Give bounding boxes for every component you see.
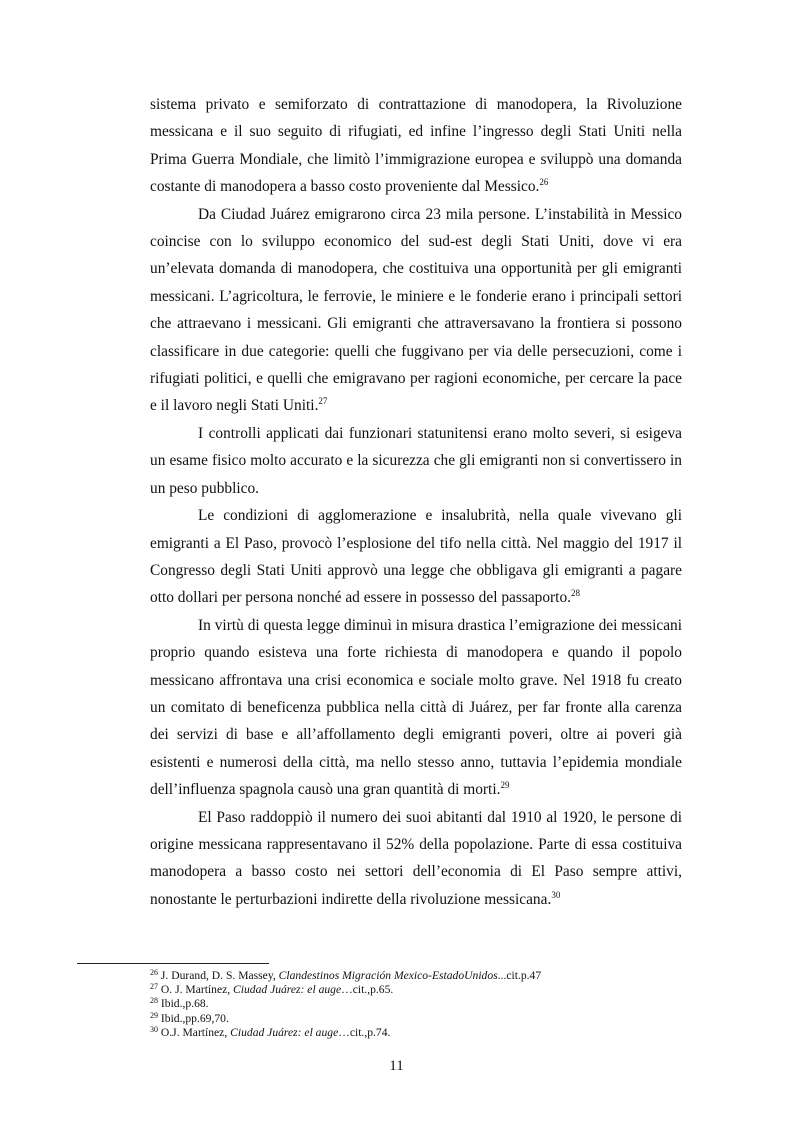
footnote-28: $^{28}$ Ibid.,p.68.: [150, 996, 209, 1011]
paragraph-3: I controlli applicati dai funzionari statunitensi erano molto severi, si esigeva un esame fisico molto accurato e la sicurezza che gli emigranti non si convertissero in un peso pubblico.: [150, 424, 682, 497]
footnote-ref-26[interactable]: 26: [539, 177, 549, 188]
footnote-ref-27[interactable]: 27: [318, 396, 328, 407]
paragraph-6: El Paso raddoppiò il numero dei suoi abitanti dal 1910 al 1920, le persone di origine messicana rappresentavano il 52% della popolazione. Parte di essa costituiva manodopera a basso costo nei settori dell’economia di El Paso sempre attivi, nonostante le perturbazioni indirette della rivoluzione messicana.$^{30}$: [150, 808, 682, 908]
body-text: [150, 91, 682, 913]
paragraph-1: sistema privato e semiforzato di contrattazione di manodopera, la Rivoluzione messicana e il suo seguito di rifugiati, ed infine l’ingresso degli Stati Uniti nella Prima Guerra Mondiale, che limitò l’immigrazione europea e sviluppò una domanda costante di manodopera a basso costo proveniente dal Messico.$^{26}$: [150, 96, 682, 196]
paragraph-4: Le condizioni di agglomerazione e insalubrità, nella quale vivevano gli emigranti a El Paso, provocò l’esplosione del tifo nella città. Nel maggio del 1917 il Congresso degli Stati Uniti approvò una legge che obbligava gli emigranti a pagare otto dollari per persona nonché ad essere in possesso del passaporto.$^{28}$: [150, 507, 682, 607]
footnotes: [150, 969, 690, 1040]
paragraph-5: In virtù di questa legge diminuì in misura drastica l’emigrazione dei messicani proprio quando esisteva una forte richiesta di manodopera e quando il popolo messicano affrontava una crisi economica e sociale molto grave. Nel 1918 fu creato un comitato di beneficenza pubblica nella città di Juárez, per far fronte alla carenza dei servizi di base e all’affollamento degli emigranti poveri, oltre ai poveri già esistenti e numerosi della città, ma nello stesso anno, tuttavia l’epidemia mondiale dell’influenza spagnola causò una gran quantità di morti.$^{29}$: [150, 616, 682, 799]
footnote-29: $^{29}$ Ibid.,pp.69,70.: [150, 1010, 229, 1025]
page-number: 11: [389, 1058, 404, 1074]
paragraph-2: Da Ciudad Juárez emigrarono circa 23 mila persone. L’instabilità in Messico coincise con lo sviluppo economico del sud-est degli Stati Uniti, dove vi era un’elevata domanda di manodopera, che costituiva una opportunità per gli emigranti messicani. L’agricoltura, le ferrovie, le miniere e le fonderie erano i principali settori che attraevano i messicani. Gli emigranti che attraversavano la frontiera si possono classificare in due categorie: quelli che fuggivano per via delle persecuzioni, come i rifugiati politici, e quelli che emigravano per ragioni economiche, per cercare la pace e il lavoro negli Stati Uniti.$^{27}$: [150, 205, 682, 415]
footnote-divider: [77, 963, 269, 964]
footnote-ref-30[interactable]: 30: [551, 889, 561, 900]
footnote-30: $^{30}$ O.J. Martínez, Ciudad Juárez: el auge…cit.,p.74.: [150, 1024, 391, 1039]
footnote-ref-29[interactable]: 29: [500, 780, 510, 791]
footnote-ref-28[interactable]: 28: [571, 588, 580, 599]
footnote-27: $^{27}$ O. J. Martínez, Ciudad Juárez: el auge…cit.,p.65.: [150, 982, 394, 997]
footnote-26: $^{26}$ J. Durand, D. S. Massey, Clandestinos Migración Mexico-EstadoUnidos...cit.p.47: [150, 968, 542, 982]
